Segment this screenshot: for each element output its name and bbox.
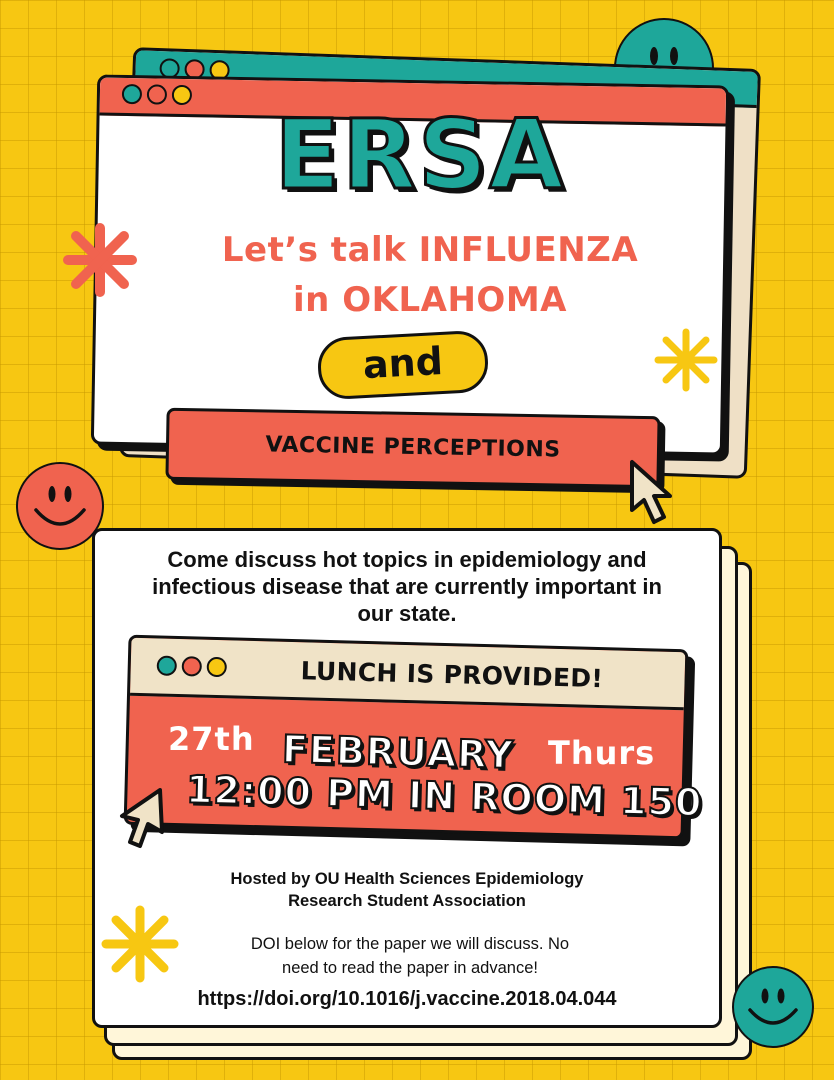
window-dots-icon [122, 84, 192, 105]
sparkle-icon [58, 222, 142, 302]
smiley-icon [16, 462, 104, 550]
subheading-banner: VACCINE PERCEPTIONS [165, 408, 660, 489]
doi-note [160, 932, 660, 980]
headline-line-1: Let’s talk INFLUENZA [221, 230, 639, 270]
description-line-3: our state. [357, 601, 457, 626]
cursor-arrow-icon [116, 786, 168, 860]
sparkle-icon [654, 328, 718, 396]
smiley-icon [732, 966, 814, 1048]
and-badge: and [316, 330, 489, 401]
hosted-by [100, 868, 714, 912]
event-day: 27th [168, 720, 255, 758]
description [100, 546, 714, 627]
event-weekday: Thurs [548, 734, 656, 772]
doi-note-line-2: need to read the paper in advance! [282, 959, 538, 977]
headline [150, 225, 710, 325]
event-time-location: 12:00 PM IN ROOM 150 [185, 767, 703, 825]
window-dots-icon [157, 655, 227, 677]
page-title: ERSA [274, 99, 566, 211]
doi-note-line-1: DOI below for the paper we will discuss. No [250, 935, 570, 953]
hosted-by-line-1: Hosted by OU Health Sciences Epidemiology [230, 870, 584, 888]
cursor-arrow-icon [628, 458, 680, 532]
description-line-2: infectious disease that are currently important in [152, 574, 662, 599]
event-month: FEBRUARY [281, 726, 515, 778]
hosted-by-line-2: Research Student Association [288, 892, 526, 910]
doi-link[interactable]: https://doi.org/10.1016/j.vaccine.2018.04.044 [197, 988, 617, 1010]
description-line-1: Come discuss hot topics in epidemiology and [167, 547, 647, 572]
lunch-label: LUNCH IS PROVIDED! [300, 656, 604, 694]
headline-line-2: in OKLAHOMA [293, 280, 567, 320]
